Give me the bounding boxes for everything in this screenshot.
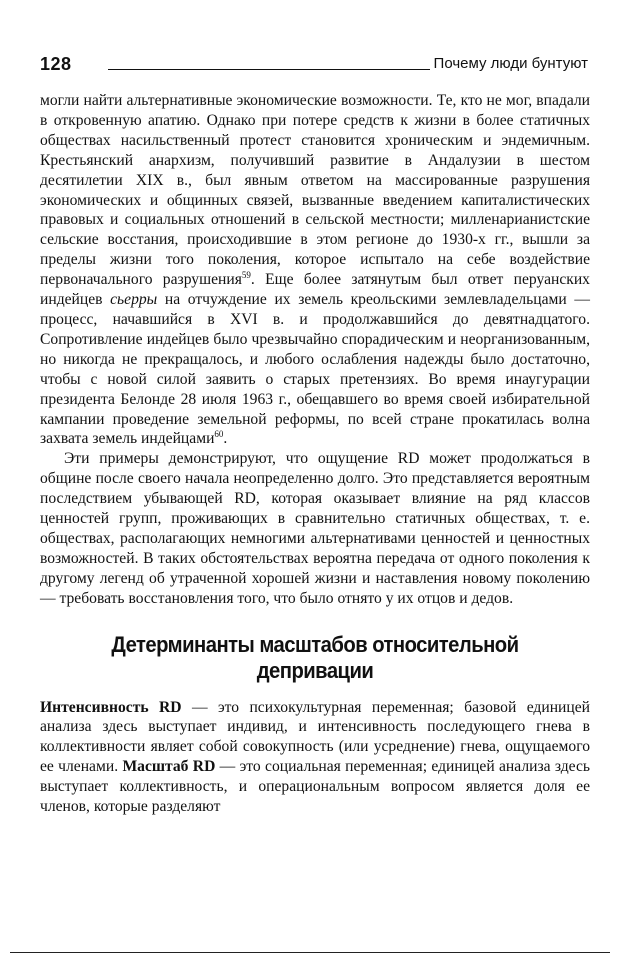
italic-term: сьерры xyxy=(110,291,158,309)
paragraph-2: Эти примеры демонстрируют, что ощущение RD может продолжаться в общине после своего начала неопределенно долго. Это представляется вероятным последствием убывающей RD, которая оказывает влияние на ряд классов ценностей групп, проживающих в сравнительно статичных обществах, т. е. обществах, располагающих немногими альтернативами ценностей и ценностных возможностей. В таких обстоятельствах вероятна передача от одного поколения к другому легенд об утраченной хорошей жизни и наставления новому поколению — требовать восстановления того, что было отнято у их отцов и дедов. xyxy=(40,450,590,607)
header-rule xyxy=(108,69,430,70)
page-number: 128 xyxy=(40,54,72,74)
footer-rule xyxy=(10,952,610,953)
section-heading: Детерминанты масштабов относительной депривации xyxy=(111,631,519,683)
footnote-ref-60: 60 xyxy=(214,429,224,440)
term-scope: Масштаб RD xyxy=(122,758,216,776)
footnote-ref-59: 59 xyxy=(241,269,251,280)
paragraph-1: могли найти альтернативные экономические возможности. Те, кто не мог, впадали в откровенную апатию. Однако при потере средств к жизни в более статичных обществах насильственный протест становится хроническим и эндемичным. Крестьянский анархизм, получивший развитие в Андалузии в шестом десятилетии XIX в., был явным ответом на массированные разрушения экономических и общинных связей, вызванные введением капиталистических правовых и социальных отношений в сельской местности; милленарианистские сельские восстания, происходившие в этом регионе до 1930-х гг., вышли за пределы жизни того поколения, которое испытало на себе воздействие первоначального разрушения$^{59}$. Еще более затянутым был ответ перуанских индейцев сьерры на отчуждение их земель креольскими землевладельцами — процесс, начавшийся в XVI в. и продолжавшийся до девятнадцатого. Сопротивление индейцев было чрезвычайно спорадическим и неорганизованным, но никогда не прекращалось, и любого ослабления надежды было достаточно, чтобы с новой силой заявить о старых претензиях. Во время инаугурации президента Белонде 28 июля 1963 г., обещавшего во время своей избирательной кампании проведение земельной реформы, по всей стране прокатилась волна захвата земель индейцами$^{60}$. xyxy=(40,92,590,448)
page-body xyxy=(40,91,590,817)
page-header xyxy=(40,52,588,80)
paragraph-3: Интенсивность RD — это психокультурная переменная; базовой единицей анализа здесь выступает индивид, и интенсивность последующего гнева в коллективности являет собой совокупность (или усреднение) гнева, ощущаемого ее членами. Масштаб RD — это социальная переменная; единицей анализа здесь выступает коллективность, и операциональным вопросом является доля ее членов, которые разделяют xyxy=(40,698,591,816)
term-intensity: Интенсивность RD xyxy=(40,698,182,716)
running-title: Почему люди бунтуют xyxy=(433,55,588,72)
